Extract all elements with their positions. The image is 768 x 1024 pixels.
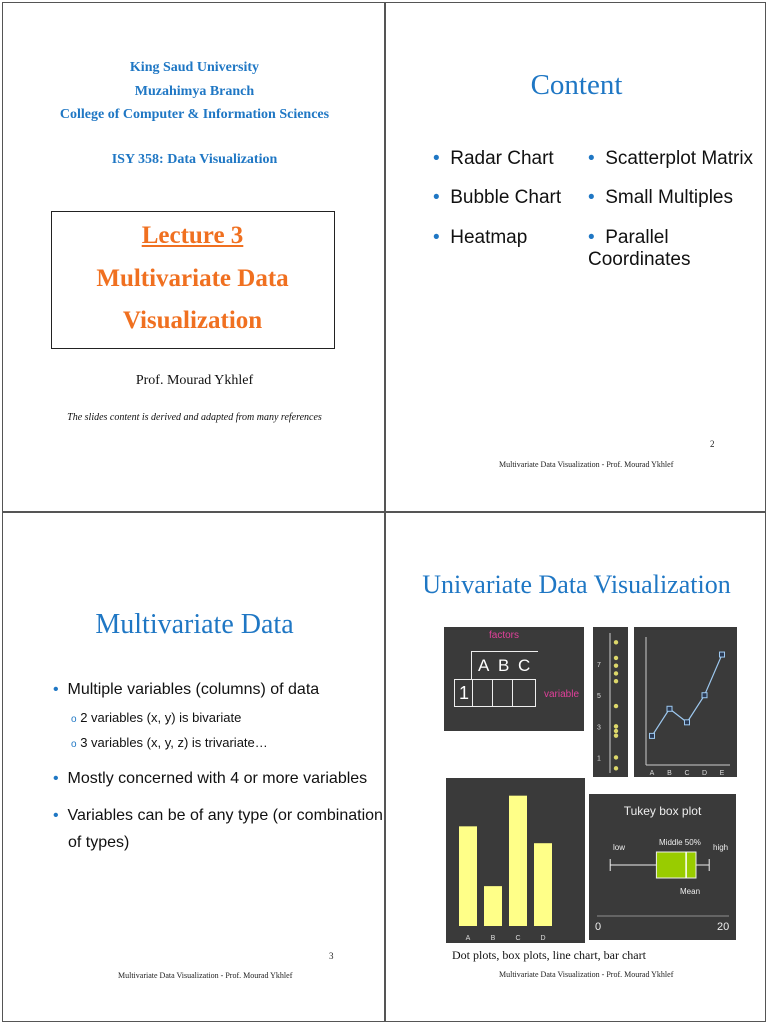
box-plot <box>589 794 736 940</box>
box-plot-title: Tukey box plot <box>623 804 702 818</box>
bar-x-tick: B <box>490 935 496 942</box>
line-x-tick: A <box>649 770 655 777</box>
dot-point <box>614 766 618 770</box>
line-x-tick: B <box>667 770 672 777</box>
line-x-tick: E <box>719 770 725 777</box>
sub-bullet-item: o 2 variables (x, y) is bivariate <box>71 710 242 725</box>
dot-point <box>614 724 618 728</box>
content-title: Content <box>530 69 623 101</box>
dot-point <box>614 671 618 675</box>
line-x-tick: D <box>701 770 708 777</box>
bar-x-tick: D <box>540 935 546 942</box>
factor-cell: A <box>478 656 490 675</box>
line-point <box>702 693 707 698</box>
slide-footer: Multivariate Data Visualization - Prof. Mourad Ykhlef <box>118 971 293 980</box>
dot-point <box>614 733 618 737</box>
slide-4 <box>385 512 766 1022</box>
university-name: King Saud University <box>129 60 260 75</box>
lecture-title-box <box>51 211 335 349</box>
factor-row <box>471 651 538 680</box>
bar <box>484 886 502 926</box>
univariate-title: Univariate Data Visualization <box>422 570 731 599</box>
content-item: • Parallel Coordinates <box>588 227 691 270</box>
bullet-item-continuation: of types) <box>68 834 130 851</box>
bullet-item: • Variables can be of any type (or combination <box>53 807 383 824</box>
bar-x-tick: C <box>515 935 521 942</box>
slide-3 <box>2 512 385 1022</box>
slide-2 <box>385 2 766 512</box>
content-item: • Heatmap <box>433 227 528 248</box>
content-item: • Radar Chart <box>433 148 554 169</box>
content-item: • Scatterplot Matrix <box>588 148 754 169</box>
content-item: • Bubble Chart <box>433 187 562 208</box>
lecture-number: Lecture 3 <box>141 222 244 249</box>
data-table-diagram <box>444 627 584 731</box>
dot-point <box>614 704 618 708</box>
bar <box>509 796 527 926</box>
line-point <box>720 652 725 657</box>
bullet-item: • Multiple variables (columns) of data <box>53 681 320 698</box>
college-name: College of Computer & Information Sciences <box>59 107 330 122</box>
dot-point <box>614 656 618 660</box>
dot-point <box>614 755 618 759</box>
line-point <box>685 720 690 725</box>
dot-y-tick: 3 <box>597 724 601 732</box>
factor-cell: B <box>498 656 510 675</box>
value-row <box>454 679 536 707</box>
dot-point <box>614 663 618 667</box>
bar <box>459 826 477 926</box>
page-number: 3 <box>329 951 334 961</box>
dot-point <box>614 640 618 644</box>
page-number: 2 <box>710 439 715 449</box>
line-point <box>667 706 672 711</box>
multivariate-title: Multivariate Data <box>95 609 294 640</box>
factors-label: factors <box>489 630 520 641</box>
line-chart <box>634 627 737 777</box>
branch-name: Muzahimya Branch <box>134 84 255 99</box>
row-number: 1 <box>459 683 470 703</box>
lecture-title-line1: Multivariate Data <box>96 265 289 292</box>
box-middle-label: Middle 50% <box>659 838 701 847</box>
dot-point <box>614 729 618 733</box>
dot-y-tick: 7 <box>597 662 601 670</box>
bar-x-tick: A <box>465 935 471 942</box>
bar-chart <box>446 778 585 943</box>
dot-plot <box>593 627 628 777</box>
course-name: ISY 358: Data Visualization <box>111 152 278 167</box>
sub-bullet-item: o 3 variables (x, y, z) is trivariate… <box>71 735 268 750</box>
bar <box>534 843 552 926</box>
lecture-title-line2: Visualization <box>122 307 263 334</box>
slide-footer: Multivariate Data Visualization - Prof. Mourad Ykhlef <box>499 460 674 469</box>
variable-label: variable <box>544 689 580 700</box>
box-high-label: high <box>713 843 729 852</box>
slide-footer: Multivariate Data Visualization - Prof. Mourad Ykhlef <box>499 970 674 979</box>
box-iqr <box>656 852 696 878</box>
line-point <box>650 733 655 738</box>
dot-y-tick: 1 <box>597 755 601 763</box>
dot-point <box>614 679 618 683</box>
slide-1 <box>2 2 385 512</box>
dot-y-tick: 5 <box>597 693 601 701</box>
box-low-label: low <box>613 843 626 852</box>
factor-cell: C <box>518 656 531 675</box>
line-x-tick: C <box>684 770 690 777</box>
content-item: • Small Multiples <box>588 187 733 208</box>
references-note: The slides content is derived and adapted from many references <box>67 412 322 423</box>
box-axis-max: 20 <box>717 921 730 933</box>
professor-name: Prof. Mourad Ykhlef <box>135 373 254 388</box>
bullet-item: • Mostly concerned with 4 or more variables <box>53 770 368 787</box>
box-axis-min: 0 <box>595 921 602 933</box>
box-mean-label: Mean <box>680 887 701 896</box>
figure-caption: Dot plots, box plots, line chart, bar chart <box>452 948 646 962</box>
